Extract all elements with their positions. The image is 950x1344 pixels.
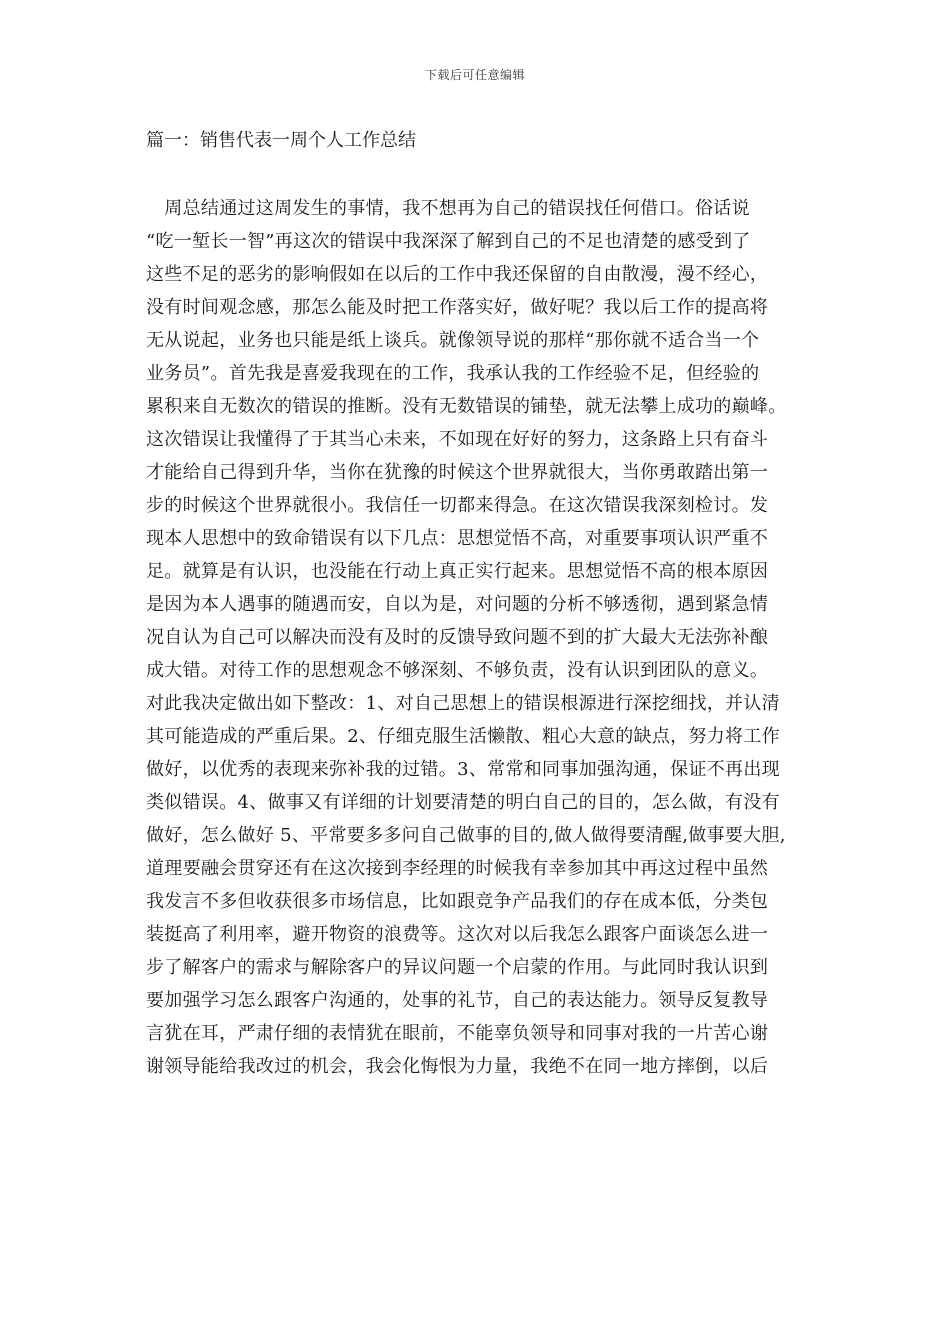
body-line: 做好，以优秀的表现来弥补我的过错。3、常常和同事加强沟通，保证不再出现: [146, 759, 780, 780]
body-line: “吃一堑长一智”再这次的错误中我深深了解到自己的不足也清楚的感受到了: [146, 231, 751, 252]
body-line: 步了解客户的需求与解除客户的异议问题一个启蒙的作用。与此同时我认识到: [146, 957, 769, 978]
body-line: 对此我决定做出如下整改：1、对自己思想上的错误根源进行深挖细找，并认清: [146, 693, 780, 714]
body-line: 无从说起，业务也只能是纸上谈兵。就像领导说的那样“那你就不适合当一个: [146, 330, 760, 351]
body-line: 道理要融会贯穿还有在这次接到李经理的时候我有幸参加其中再这过程中虽然: [146, 858, 769, 879]
body-line: 现本人思想中的致命错误有以下几点：思想觉悟不高，对重要事项认识严重不: [146, 528, 769, 549]
body-line: 类似错误。4、做事又有详细的计划要清楚的明白自己的目的，怎么做，有没有: [146, 792, 780, 813]
body-line: 没有时间观念感，那怎么能及时把工作落实好，做好呢？我以后工作的提高将: [146, 297, 769, 318]
body-line: 装挺高了利用率，避开物资的浪费等。这次对以后我怎么跟客户面谈怎么进一: [146, 924, 769, 945]
body-line: 步的时候这个世界就很小。我信任一切都来得急。在这次错误我深刻检讨。发: [146, 495, 769, 516]
body-line: 累积来自无数次的错误的推断。没有无数错误的铺垫，就无法攀上成功的巅峰。: [146, 396, 787, 417]
body-line: 这些不足的恶劣的影响假如在以后的工作中我还保留的自由散漫，漫不经心，: [146, 264, 769, 285]
body-line: 成大错。对待工作的思想观念不够深刻、不够负责，没有认识到团队的意义。: [146, 660, 769, 681]
body-line: 这次错误让我懂得了于其当心未来，不如现在好好的努力，这条路上只有奋斗: [146, 429, 769, 450]
body-line: 其可能造成的严重后果。2、仔细克服生活懒散、粗心大意的缺点，努力将工作: [146, 726, 780, 747]
header-note: 下载后可任意编辑: [424, 68, 525, 82]
body-line: 言犹在耳，严肃仔细的表情犹在眼前，不能辜负领导和同事对我的一片苦心谢: [146, 1023, 769, 1044]
body-line: 足。就算是有认识，也没能在行动上真正实行起来。思想觉悟不高的根本原因: [146, 561, 769, 582]
body-line: 是因为本人遇事的随遇而安，自以为是，对问题的分析不够透彻，遇到紧急情: [146, 594, 769, 615]
body-line: 业务员”。首先我是喜爱我现在的工作，我承认我的工作经验不足，但经验的: [146, 363, 760, 384]
body-line: 做好，怎么做好 5、平常要多多问自己做事的目的,做人做得要清醒,做事要大胆,: [146, 825, 786, 846]
body-line: 况自认为自己可以解决而没有及时的反馈导致问题不到的扩大最大无法弥补酿: [146, 627, 769, 648]
document-title: 篇一：销售代表一周个人工作总结: [146, 130, 416, 151]
document-body: [146, 192, 806, 1083]
body-line: 周总结通过这周发生的事情，我不想再为自己的错误找任何借口。俗话说: [146, 198, 750, 219]
body-line: 谢领导能给我改过的机会，我会化悔恨为力量，我绝不在同一地方摔倒，以后: [146, 1056, 769, 1077]
body-line: 我发言不多但收获很多市场信息，比如跟竞争产品我们的存在成本低，分类包: [146, 891, 769, 912]
body-line: 要加强学习怎么跟客户沟通的，处事的礼节，自己的表达能力。领导反复教导: [146, 990, 769, 1011]
body-line: 才能给自己得到升华，当你在犹豫的时候这个世界就很大，当你勇敢踏出第一: [146, 462, 769, 483]
